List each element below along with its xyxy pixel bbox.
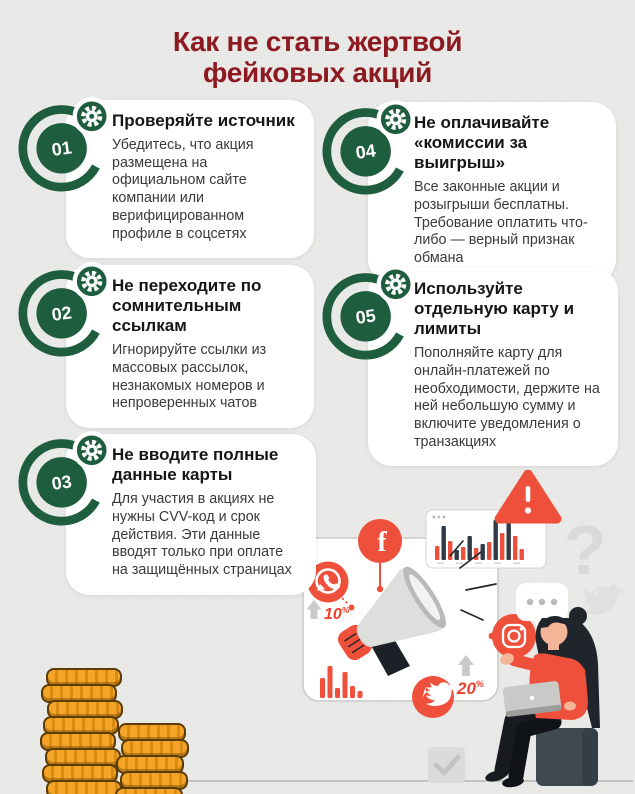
step-number: 01 [50, 137, 73, 160]
coin [46, 780, 122, 794]
step-number: 03 [50, 471, 73, 494]
svg-text:f: f [377, 527, 387, 558]
tip-title: Не переходите по сомнительным ссылкам [112, 276, 262, 336]
coin [115, 787, 183, 794]
step-number: 05 [354, 305, 377, 328]
gear-icon [75, 99, 109, 133]
step-badge-03 [18, 429, 115, 526]
illustration-scene [290, 470, 635, 794]
svg-text:10%: 10% [324, 605, 350, 623]
step-number: 02 [50, 302, 73, 325]
tip-text: Все законные акции и розыгрыши бесплатны. Требование оплатить что-либо — верный признак обмана [414, 179, 588, 267]
svg-text:20%: 20% [457, 679, 484, 698]
tip-text: Убедитесь, что акция размещена на официальном сайте компании или верифицированном профиле в соцсетях [112, 137, 254, 242]
tip-text: Для участия в акциях не нужны CVV-код и срок действия. Эти данные вводят только при оплате на защищённых страницах [112, 491, 292, 578]
page-title: Как не стать жертвой фейковых акций [172, 26, 463, 89]
coin-stack-right [118, 726, 186, 794]
tip-title: Проверяйте источник [112, 111, 295, 130]
hand [564, 702, 576, 711]
hair-bun [569, 607, 587, 625]
tip-title: Не вводите полные данные карты [112, 445, 279, 485]
gear-icon [379, 267, 413, 301]
tip-text: Игнорируйте ссылки из массовых рассылок, незнакомых номеров и непроверенных чатов [112, 342, 267, 412]
tip-title: Не оплачивайте «комиссии за выигрыш» [414, 113, 550, 173]
coin-stack-left [44, 671, 120, 794]
gear-icon [379, 102, 413, 136]
tip-title: Используйте отдельную карту и лимиты [414, 279, 575, 339]
tip-text: Пополняйте карту для онлайн-платежей по необходимости, держите на ней небольшую сумму и включите уведомления о транзакциях [414, 345, 600, 450]
checkmark-box [428, 747, 465, 783]
gear-icon [75, 433, 109, 467]
warning-icon [499, 474, 557, 519]
step-badge-04 [322, 98, 419, 195]
step-number: 04 [354, 140, 377, 163]
step-badge-01 [18, 95, 115, 192]
step-badge-02 [18, 260, 115, 357]
step-badge-05 [322, 263, 419, 360]
question-mark-watermark: ? [563, 511, 607, 589]
gear-icon [75, 264, 109, 298]
